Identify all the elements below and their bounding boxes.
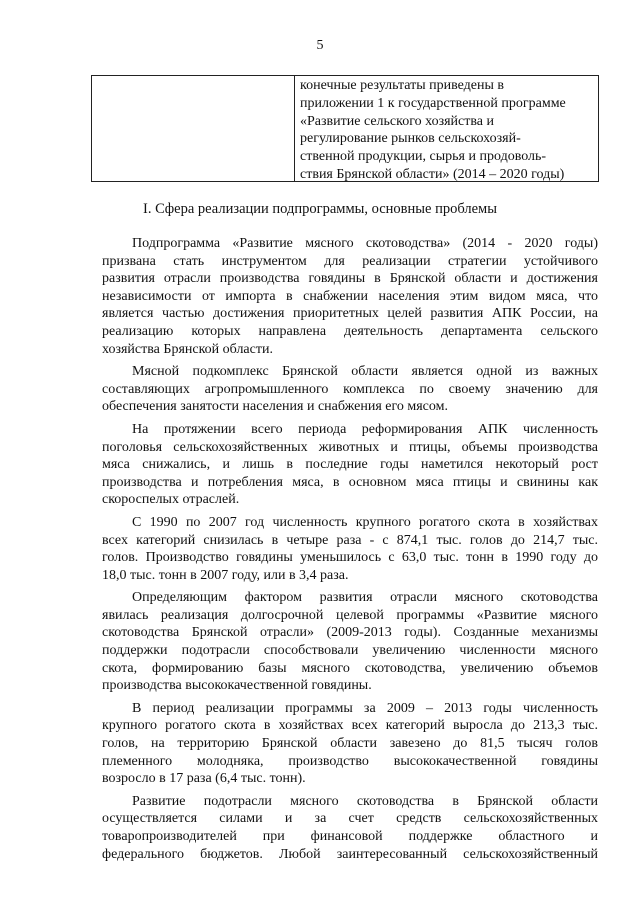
text-line: явилась реализация долгосрочной целевой программы «Развитие мясного xyxy=(102,607,598,623)
table-cell-line: ственной продукции, сырья и продоволь- xyxy=(300,149,547,165)
text-line: С 1990 по 2007 год численность крупного рогатого скота в хозяйствах xyxy=(132,514,598,530)
table-cell-line: ствия Брянской области» (2014 – 2020 годы) xyxy=(300,166,565,182)
text-line: федерального бюджетов. Любой заинтересованный сельскохозяйственный xyxy=(102,846,598,862)
text-line: товаропроизводителей при финансовой поддержке областного и xyxy=(102,829,598,844)
text-line: возросло в 17 раза (6,4 тыс. тонн). xyxy=(102,771,306,787)
text-line: крупного рогатого скота в хозяйствах всех категорий выросла до 213,3 тыс. xyxy=(102,718,598,734)
text-line: скотоводства Брянской отрасли» (2009-2013 годы). Созданные механизмы xyxy=(102,625,598,641)
body-text xyxy=(102,235,598,868)
text-line: развития отрасли производства говядины в Брянской области и достижения xyxy=(102,271,598,287)
section-heading: I. Сфера реализации подпрограммы, основные проблемы xyxy=(143,201,497,217)
table-cell-line: «Развитие сельского хозяйства и xyxy=(300,113,495,129)
text-line: поддержки подотрасли способствовали увеличению численности мясного xyxy=(102,643,598,659)
text-line: производства высококачественной говядины. xyxy=(102,678,372,694)
text-line: хозяйства Брянской области. xyxy=(102,341,273,357)
page-number: 5 xyxy=(316,38,324,53)
text-line: Развитие подотрасли мясного скотоводства в Брянской области xyxy=(132,793,598,809)
text-line: является частью достижения приоритетных целей развития АПК России, на xyxy=(102,306,598,322)
text-line: скороспелых отраслей. xyxy=(102,492,240,508)
text-line: голов, на территорию Брянской области завезено до 81,5 тысяч голов xyxy=(102,736,598,752)
table-cell-line: приложении 1 к государственной программе xyxy=(300,95,566,111)
text-line: реализацию которых направлена деятельность департамента сельского xyxy=(102,323,598,339)
text-line: составляющих агропромышленного комплекса по своему значению для xyxy=(102,381,598,397)
text-line: мяса снижались, и лишь в последние годы наметился некоторый рост xyxy=(102,457,598,473)
paragraph xyxy=(102,363,598,416)
table-left-cell xyxy=(92,76,295,181)
paragraph xyxy=(102,421,598,509)
text-line: поголовья сельскохозяйственных животных и птицы, объемы производства xyxy=(102,439,598,455)
paragraph xyxy=(102,514,598,584)
text-line: осуществляется силами и за счет средств сельскохозяйственных xyxy=(102,811,598,827)
text-line: Определяющим фактором развития отрасли мясного скотоводства xyxy=(132,590,598,606)
table-cell-line: регулирование рынков сельскохозяй- xyxy=(300,131,521,147)
paragraph xyxy=(102,235,598,358)
paragraph xyxy=(102,700,598,788)
text-line: голов. Производство говядины уменьшилось с 63,0 тыс. тонн в 1990 году до xyxy=(102,550,598,566)
text-line: племенного молодняка, производство высококачественной говядины xyxy=(102,753,598,769)
text-line: скота, формированию базы мясного скотоводства, увеличению объемов xyxy=(102,660,598,676)
text-line: 18,0 тыс. тонн в 2007 году, или в 3,4 раза. xyxy=(102,567,349,583)
paragraph xyxy=(102,793,598,863)
text-line: обеспечения занятости населения и снабжения его мясом. xyxy=(102,399,448,415)
table-cell-line: конечные результаты приведены в xyxy=(300,78,504,93)
text-line: всех категорий снизилась в четыре раза - с 874,1 тыс. голов до 214,7 тыс. xyxy=(102,532,598,548)
text-line: Подпрограмма «Развитие мясного скотоводства» (2014 - 2020 годы) xyxy=(132,236,598,251)
text-line: Мясной подкомплекс Брянской области является одной из важных xyxy=(132,364,598,380)
text-line: производства и потребления мяса, в основном мяса птицы и свинины как xyxy=(102,474,598,490)
table-right-cell xyxy=(300,77,594,184)
text-line: независимости от импорта в снабжении населения этим видом мяса, что xyxy=(102,288,598,304)
paragraph xyxy=(102,589,598,695)
program-table xyxy=(91,75,599,182)
text-line: На протяжении всего периода реформирования АПК численность xyxy=(132,421,598,437)
text-line: В период реализации программы за 2009 – 2013 годы численность xyxy=(132,700,598,716)
text-line: призвана стать инструментом для реализации стратегии устойчивого xyxy=(102,253,598,269)
